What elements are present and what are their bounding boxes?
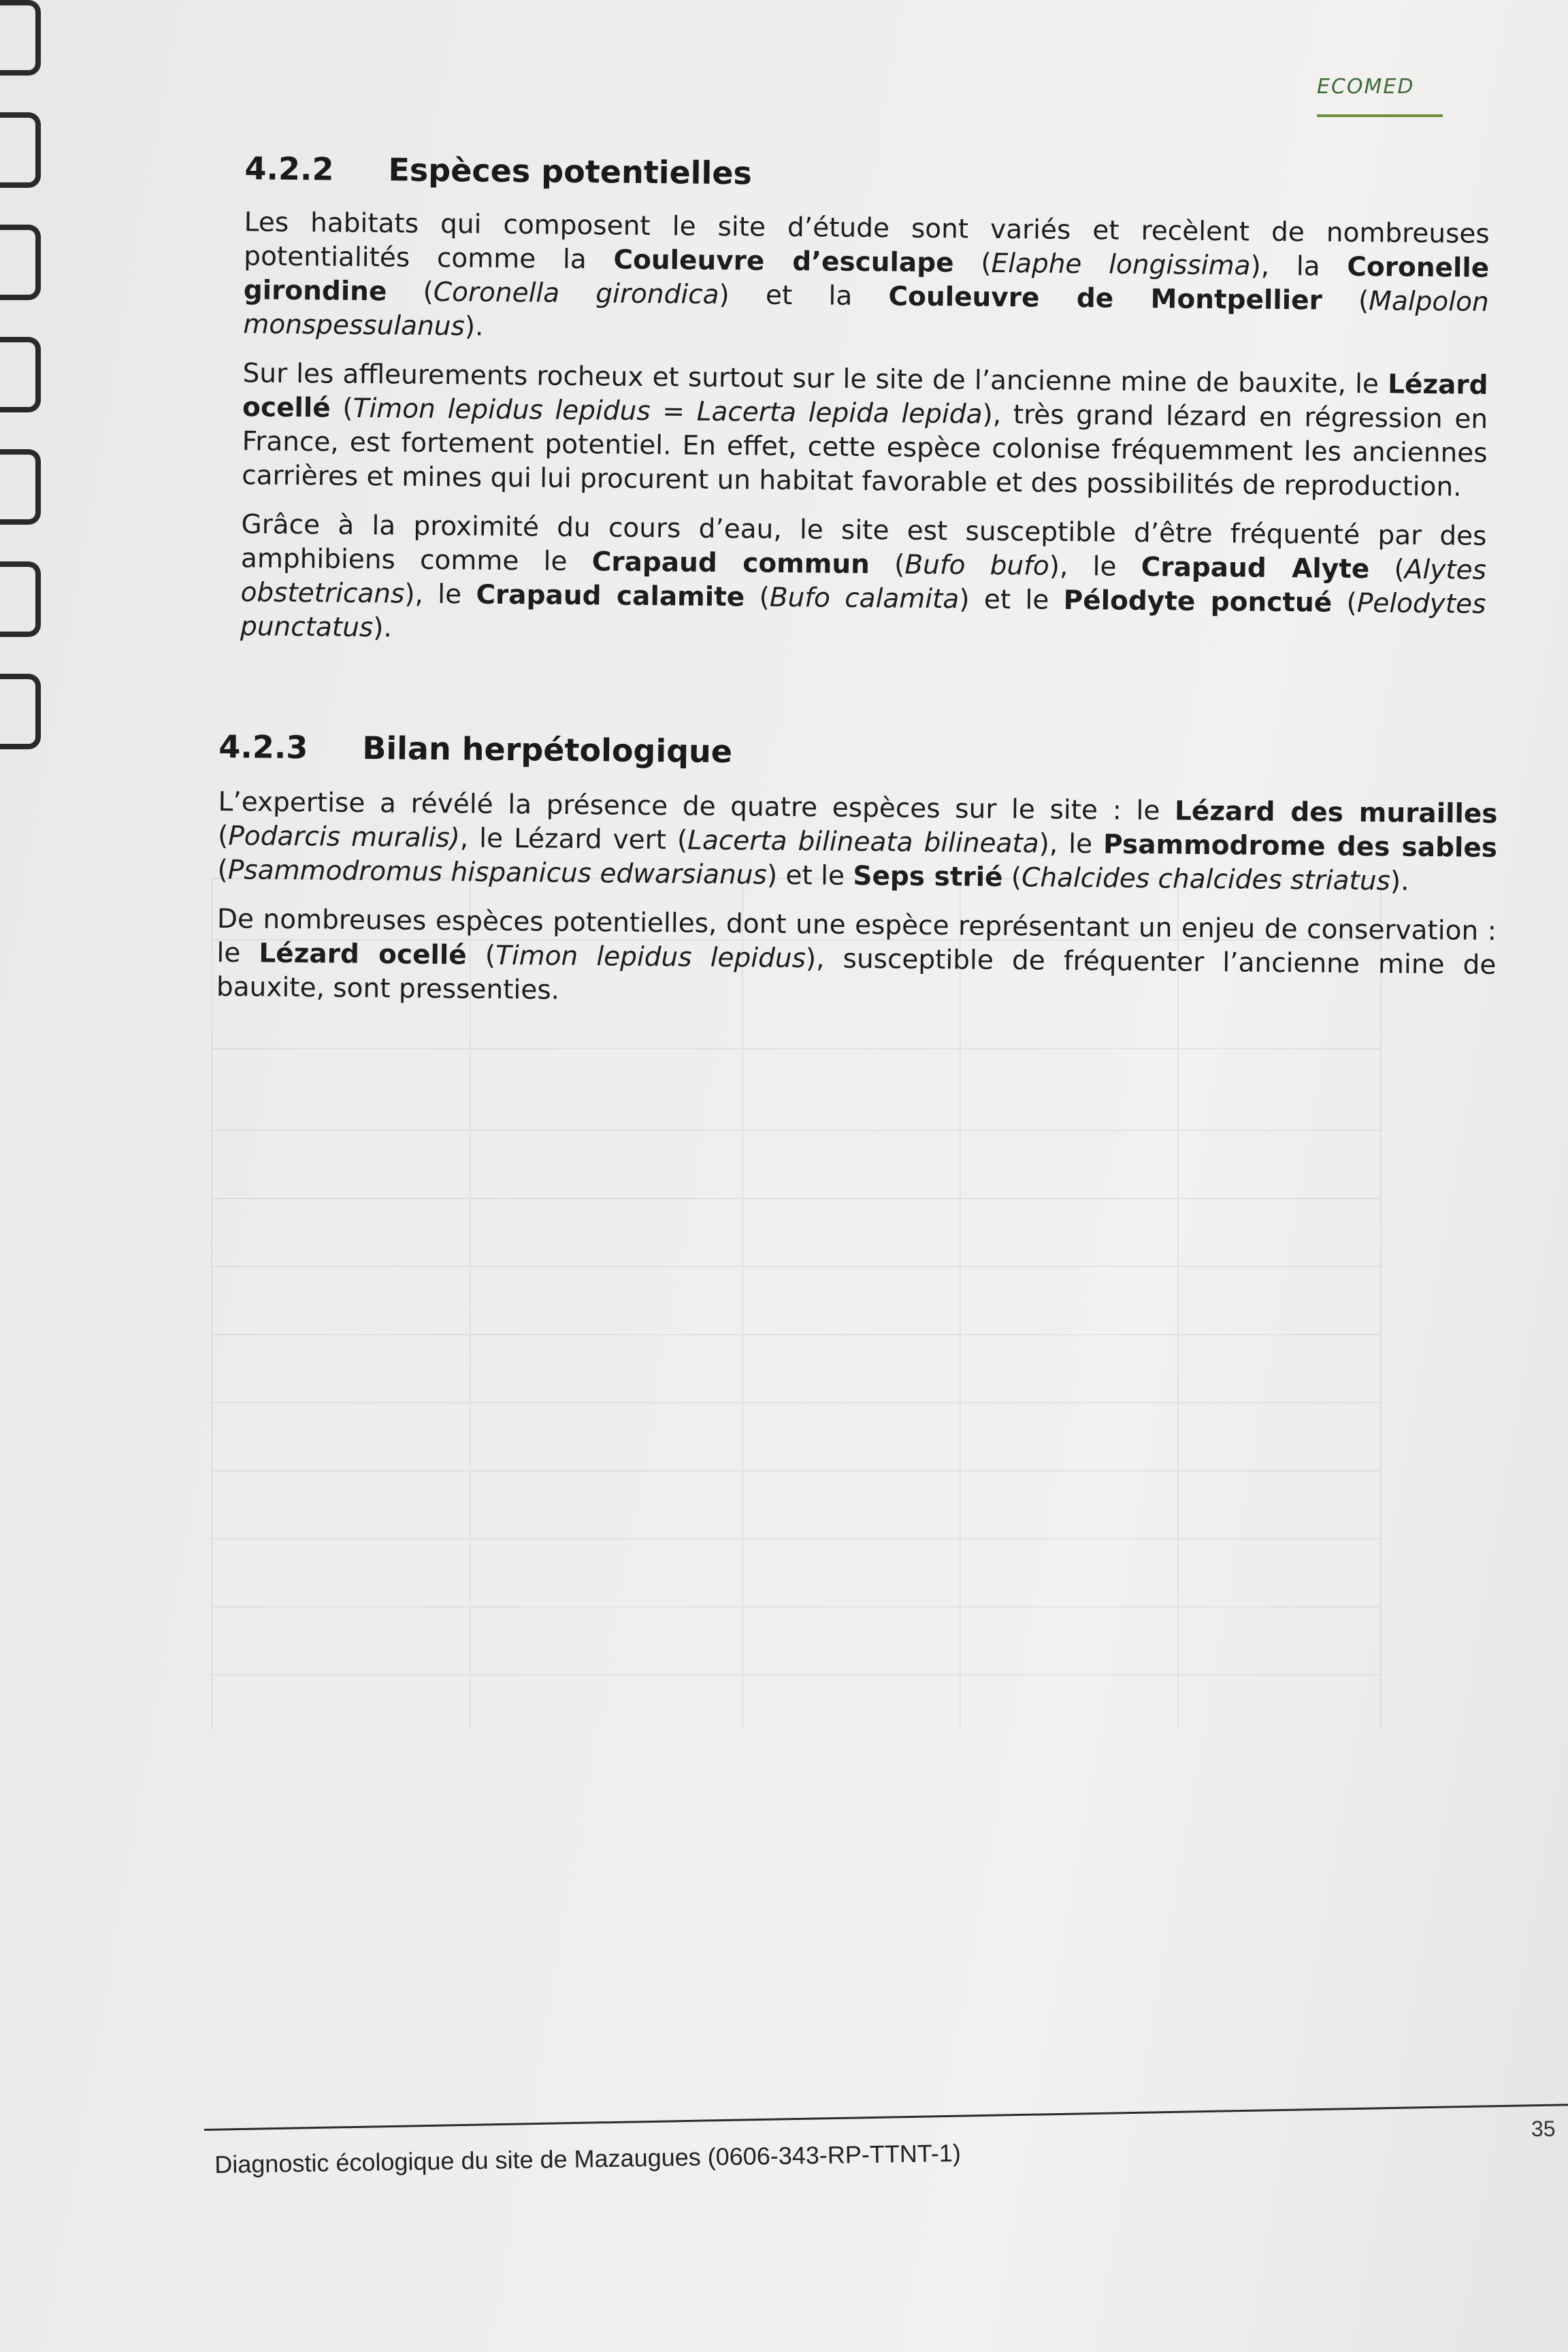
text-run: ), le <box>1039 828 1104 860</box>
logo-underline <box>1317 114 1443 117</box>
scientific-name: Chalcides chalcides striatus <box>1021 862 1391 897</box>
text-run: ), susceptible de fréquenter l’ancienne mine de bauxite, sont pressenties. <box>216 943 1497 1006</box>
text-run: ). <box>464 311 484 342</box>
footer-text: Diagnostic écologique du site de Mazaugues (0606-343-RP-TTNT-1) <box>214 2138 962 2178</box>
species-name: Lézard ocellé <box>259 938 467 971</box>
species-name: Psammodrome des sables <box>1102 829 1498 864</box>
text-run: ( <box>1369 554 1405 585</box>
binding-ring <box>0 112 41 188</box>
section-4-2-3 <box>216 728 1499 1017</box>
text-run: ), la <box>1250 250 1348 282</box>
scientific-name: Alytes obstetricans <box>240 554 1487 610</box>
text-run: ( <box>387 276 434 308</box>
paragraph <box>242 357 1488 505</box>
paragraph <box>243 206 1490 354</box>
scientific-name: Psammodromus hispanicus edwarsianus <box>227 855 768 891</box>
text-run: Les habitats qui composent le site d’étude sont variés et recèlent de nombreuses potentialités comme la <box>244 207 1490 276</box>
footer-rule <box>204 2104 1568 2131</box>
text-run: ). <box>1390 866 1409 897</box>
binding-rings <box>0 0 61 817</box>
scientific-name: Timon lepidus lepidus = Lacerta lepida lepida <box>353 393 983 430</box>
text-run: ), le <box>1049 551 1141 583</box>
page-number: 35 <box>1531 2117 1556 2141</box>
text-run: ) et la <box>719 279 889 312</box>
paragraph <box>240 508 1487 656</box>
scientific-name: Elaphe longissima <box>991 248 1251 282</box>
text-run: ), très grand lézard en régression en France, est fortement potentiel. En effet, cette espèce colonise fréquemment les anciennes carrières et mines qui lui procurent un habitat favorable et des possibilités de reproduction. <box>241 399 1488 503</box>
scientific-name: Bufo bufo <box>904 549 1049 582</box>
text-run: ). <box>373 612 393 644</box>
species-name: Crapaud Alyte <box>1141 551 1370 585</box>
binding-ring <box>0 561 41 637</box>
logo-text: ECOMED <box>1317 75 1415 99</box>
species-name: Crapaud calamite <box>476 579 745 613</box>
species-name: Lézard ocellé <box>242 369 1488 424</box>
section-4-2-2 <box>240 150 1490 656</box>
scientific-name: Malpolon monspessulanus <box>243 286 1489 342</box>
text-run: ( <box>217 820 229 852</box>
text-run: ( <box>217 854 229 886</box>
text-run: ( <box>466 940 496 971</box>
text-run: ( <box>1332 587 1358 619</box>
section-title: Espèces potentielles <box>388 151 753 192</box>
binding-ring <box>0 337 41 412</box>
text-run: ) et le <box>959 584 1064 616</box>
text-run: ), le <box>404 578 476 610</box>
text-run: ( <box>869 549 905 581</box>
ecomed-logo <box>1317 75 1460 129</box>
text-run: ( <box>1322 285 1369 317</box>
page-content <box>216 136 1498 1006</box>
binding-ring <box>0 449 41 525</box>
species-name: Coronelle girondine <box>243 251 1490 308</box>
text-run: Sur les affleurements rocheux et surtout sur le site de l’ancienne mine de bauxite, le <box>242 358 1388 400</box>
paragraph <box>217 785 1497 900</box>
species-name: Seps strié <box>853 860 1003 894</box>
text-run: ( <box>1002 862 1022 894</box>
text-run: ) et le <box>766 860 853 892</box>
section-number: 4.2.3 <box>218 728 308 766</box>
scientific-name: Lacerta bilineata bilineata <box>687 825 1039 860</box>
paragraph <box>216 902 1497 1017</box>
species-name: Lézard des murailles <box>1174 796 1498 830</box>
text-run: ( <box>745 582 770 613</box>
section-heading <box>244 150 1490 199</box>
section-title: Bilan herpétologique <box>362 729 733 770</box>
species-name: Crapaud commun <box>591 546 870 581</box>
text-run: ( <box>330 393 353 424</box>
binding-ring <box>0 225 41 300</box>
binding-ring <box>0 674 41 749</box>
species-name: Couleuvre d’esculape <box>613 244 954 279</box>
scientific-name: Timon lepidus lepidus <box>495 940 806 975</box>
species-name: Couleuvre de Montpellier <box>888 281 1323 316</box>
scientific-name: Coronella girondica <box>433 276 719 310</box>
scientific-name: Podarcis muralis) <box>228 821 461 854</box>
section-number: 4.2.2 <box>244 150 334 188</box>
text-run: Grâce à la proximité du cours d’eau, le site est susceptible d’être fréquenté par des amphibiens comme le <box>240 509 1487 578</box>
species-name: Pélodyte ponctué <box>1063 585 1333 619</box>
text-run: , le Lézard vert ( <box>459 823 688 856</box>
scientific-name: Bufo calamita <box>769 582 960 615</box>
section-heading <box>218 728 1498 777</box>
text-run: De nombreuses espèces potentielles, dont une espèce représentant un enjeu de conservation : le <box>216 903 1497 969</box>
scientific-name: Pelodytes punctatus <box>240 588 1486 644</box>
binding-ring <box>0 0 41 76</box>
text-run: ( <box>953 248 992 279</box>
text-run: L’expertise a révélé la présence de quatre espèces sur le site : le <box>218 786 1175 827</box>
